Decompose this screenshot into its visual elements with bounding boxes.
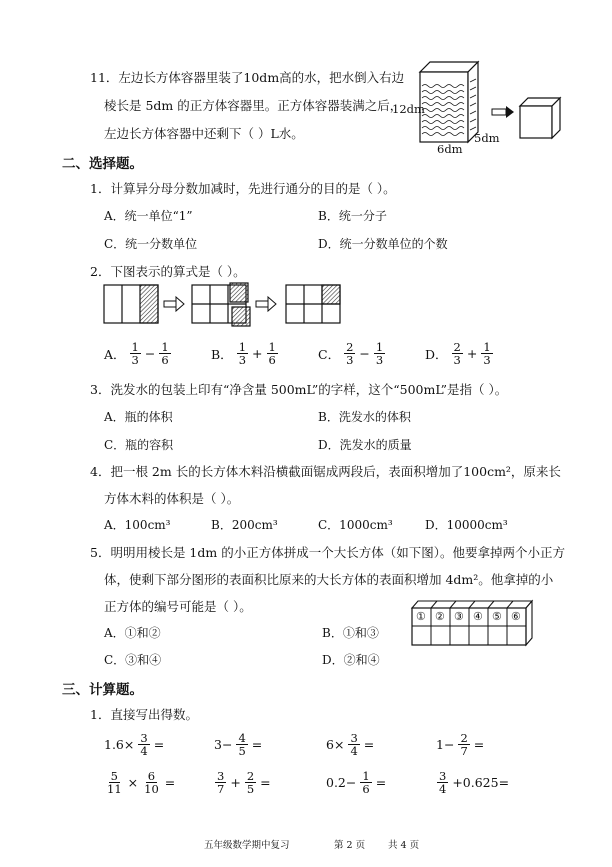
rect-container-icon <box>420 62 478 142</box>
dim-width: 6dm <box>437 142 463 156</box>
s2-q4-option-c: C．1000cm³ <box>318 518 393 532</box>
footer-page: 第 2 页 <box>334 840 366 851</box>
footer-title: 五年级数学期中复习 <box>204 840 290 851</box>
s2-q5-stem-line2: 体，使剩下部分图形的表面积比原来的大长方体的表面积增加 4dm²。他拿掉的小 <box>104 572 554 587</box>
q5-cuboid-figure <box>410 598 534 648</box>
arrow-right-icon <box>492 106 514 118</box>
q2-fraction-diagram <box>100 280 360 330</box>
sixths-rectangle-with-removed-piece <box>192 283 250 326</box>
section3-title: 三、计算题。 <box>62 682 143 698</box>
section2-title: 二、选择题。 <box>62 156 143 172</box>
arrow-right-icon <box>164 297 184 311</box>
cube-label-3: ③ <box>454 610 464 623</box>
s2-q3-option-a: A．瓶的体积 <box>104 410 173 424</box>
cuboid-outline <box>410 598 534 648</box>
s2-q2-option-d: D． $\frac{2}{3}$ + $\frac{1}{3}$ <box>425 340 491 368</box>
s2-q5-option-b: B．①和③ <box>322 626 379 640</box>
calc-r2-e3: 0.2− $\frac{1}{6}$ = <box>326 769 387 797</box>
calc-r2-e4: $\frac{3}{4}$ +0.625= <box>439 769 510 797</box>
s2-q1-option-b: B．统一分子 <box>318 209 387 223</box>
thirds-rectangle <box>104 285 158 323</box>
s2-q4-stem-line1: 4．把一根 2m 长的长方体木料沿横截面锯成两段后，表面积增加了100cm²，原来长 <box>90 464 561 479</box>
s2-q3-stem: 3．洗发水的包装上印有“净含量 500mL”的字样，这个“500mL”是指（ ）。 <box>90 382 508 397</box>
cube-label-1: ① <box>416 610 426 623</box>
calc-r1-e1: 1.6× $\frac{3}{4}$ = <box>104 731 165 759</box>
s2-q2-option-b: B． $\frac{1}{3}$ + $\frac{1}{6}$ <box>211 340 276 368</box>
s2-q3-option-c: C．瓶的容积 <box>104 438 174 452</box>
q11-line2: 棱长是 5dm 的正方体容器里。正方体容器装满之后， <box>104 98 403 113</box>
s2-q3-option-b: B．洗发水的体积 <box>318 410 411 424</box>
s2-q4-option-b: B．200cm³ <box>211 518 278 532</box>
s2-q2-stem: 2．下图表示的算式是（ ）。 <box>90 264 246 279</box>
s2-q4-stem-line2: 方体木料的体积是（ ）。 <box>104 491 240 506</box>
s2-q3-option-d: D．洗发水的质量 <box>318 438 412 452</box>
calc-r2-e1: $\frac{5}{11}$ × $\frac{6}{10}$ = <box>107 769 176 797</box>
s2-q1-option-d: D．统一分数单位的个数 <box>318 237 448 251</box>
cube-label-6: ⑥ <box>511 610 521 623</box>
sixths-rectangle-result <box>286 285 340 323</box>
s2-q1-stem: 1．计算异分母分数加减时，先进行通分的目的是（ ）。 <box>90 181 396 196</box>
s2-q5-stem-line3: 正方体的编号可能是（ ）。 <box>104 599 252 614</box>
s2-q4-option-d: D．10000cm³ <box>425 518 508 532</box>
calc-r1-e4: 1− $\frac{2}{7}$ = <box>436 731 485 759</box>
s2-q4-option-a: A．100cm³ <box>104 518 171 532</box>
calc-r2-e2: $\frac{3}{7}$ + $\frac{2}{5}$ = <box>217 769 271 797</box>
calc-r1-e2: 3− $\frac{4}{5}$ = <box>214 731 263 759</box>
s2-q5-option-d: D．②和④ <box>322 653 380 667</box>
s2-q2-option-a: A． $\frac{1}{3}$ − $\frac{1}{6}$ <box>104 340 169 368</box>
cube-label-2: ② <box>435 610 445 623</box>
s2-q1-option-a: A．统一单位“1” <box>104 209 193 223</box>
cube-label-5: ⑤ <box>492 610 502 623</box>
arrow-right-icon <box>256 297 276 311</box>
footer-total: 共 4 页 <box>388 840 420 851</box>
q11-line3: 左边长方体容器中还剩下（ ）L水。 <box>104 126 304 141</box>
calc-r1-e3: 6× $\frac{3}{4}$ = <box>326 731 375 759</box>
s2-q5-option-c: C．③和④ <box>104 653 162 667</box>
s2-q2-option-c: C． $\frac{2}{3}$ − $\frac{1}{3}$ <box>318 340 384 368</box>
q11-line1: 11．左边长方体容器里装了10dm高的水，把水倒入右边 <box>90 70 405 85</box>
dim-depth: 5dm <box>474 131 500 145</box>
s3-q1-stem: 1．直接写出得数。 <box>90 707 198 722</box>
s2-q5-stem-line1: 5．明明用棱长是 1dm 的小正方体拼成一个大长方体（如下图）。他要拿掉两个小正方 <box>90 545 565 560</box>
s2-q5-option-a: A．①和② <box>104 626 161 640</box>
cube-container-icon <box>520 98 560 138</box>
cube-label-4: ④ <box>473 610 483 623</box>
s2-q1-option-c: C．统一分数单位 <box>104 237 198 251</box>
dim-height: 12dm <box>392 102 425 116</box>
